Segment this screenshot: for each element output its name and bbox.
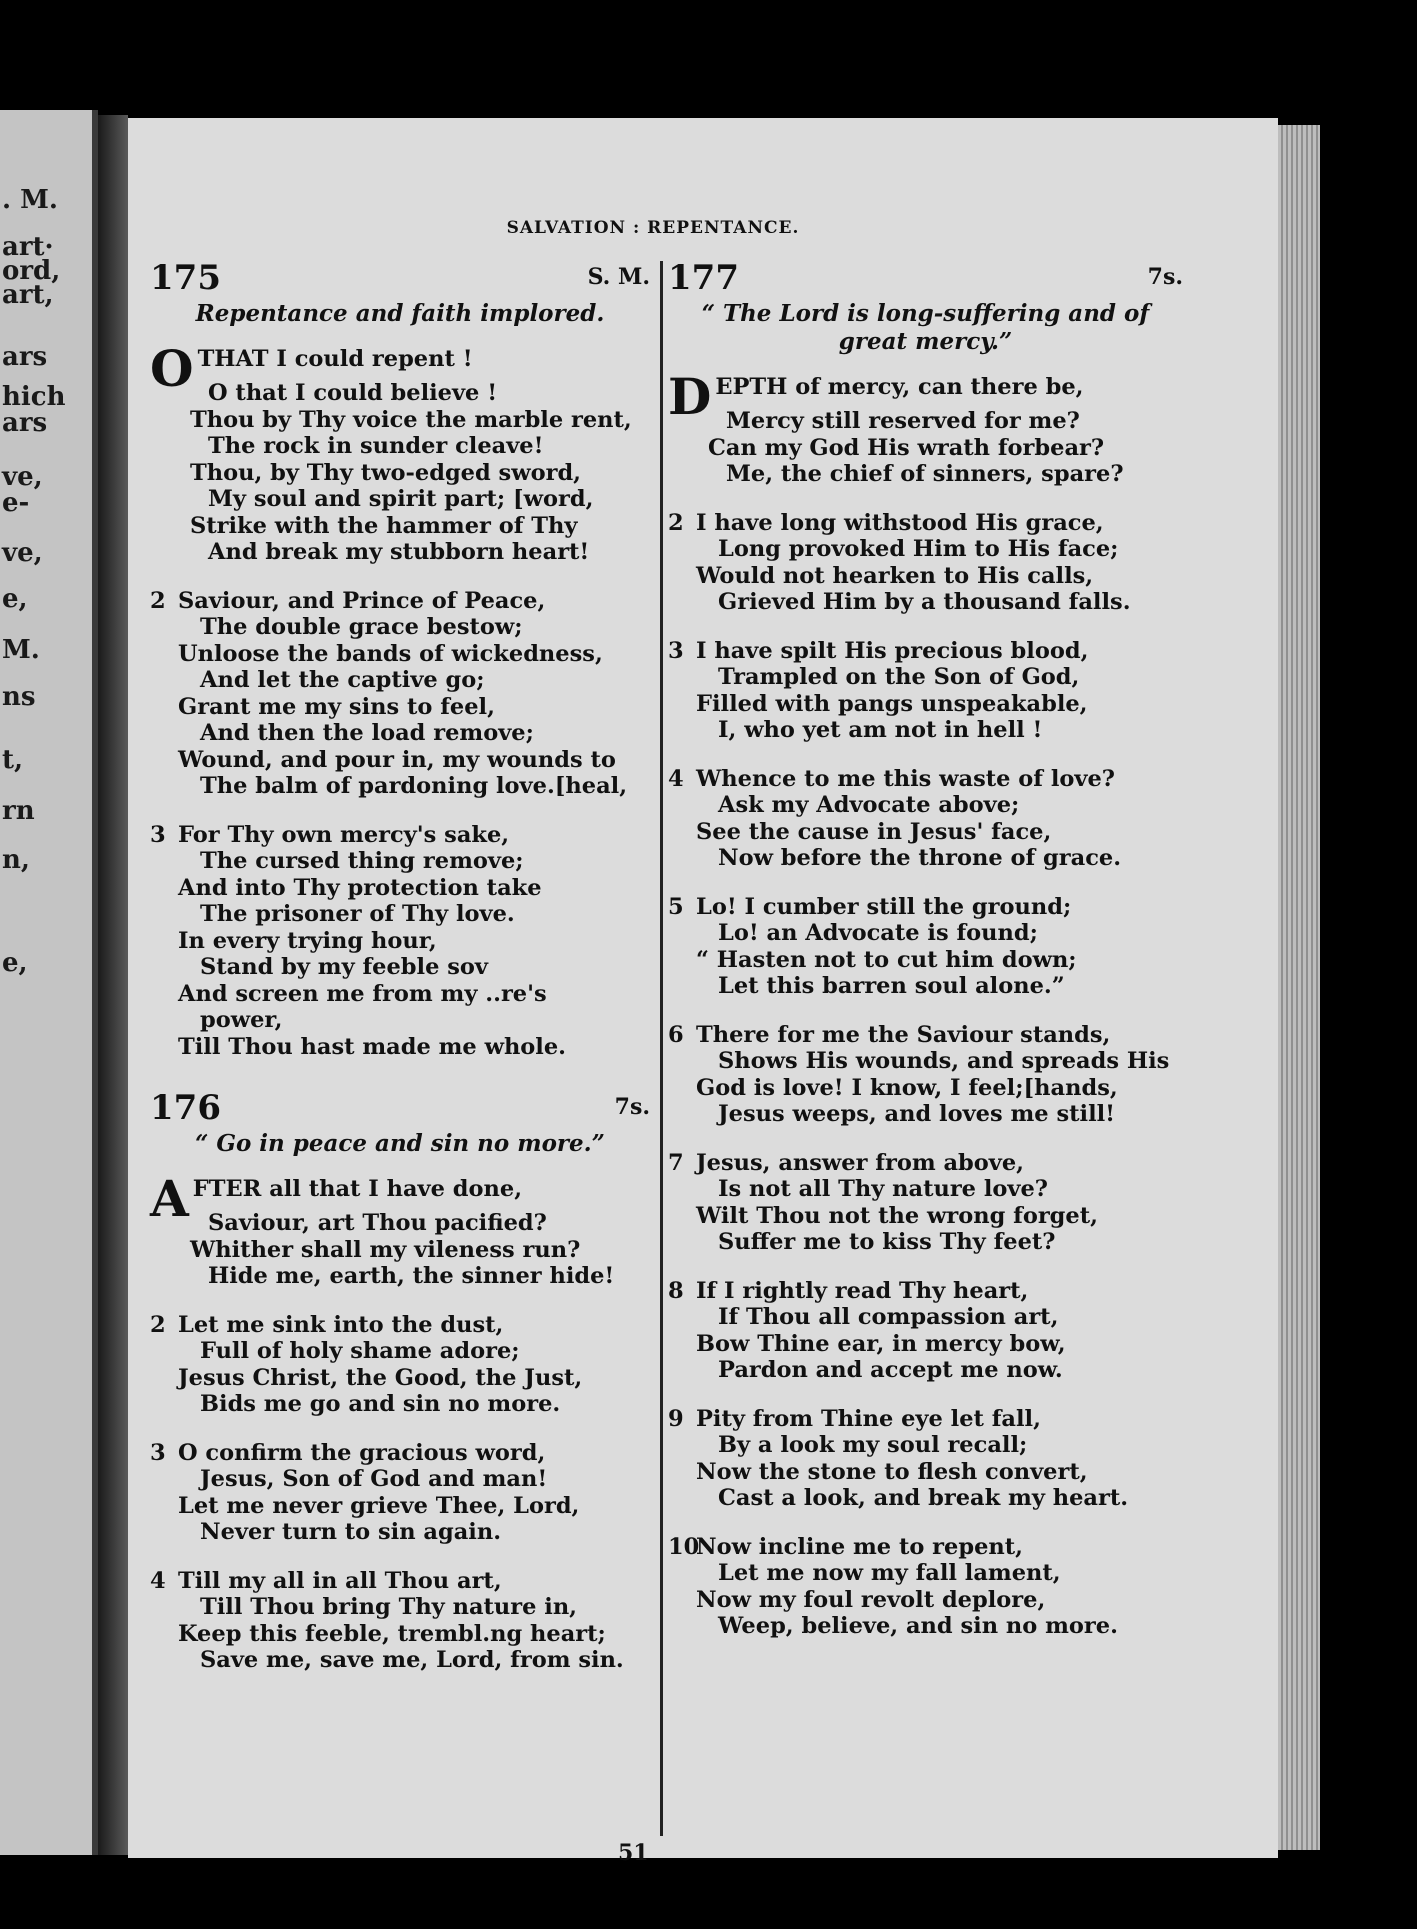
verse-line (668, 1613, 1183, 1640)
hymn-title: “ The Lord is long-suffering and of great mercy.” (701, 300, 1150, 355)
verse-line (668, 1406, 1183, 1433)
drop-cap-letter: A (150, 1169, 189, 1228)
verse (668, 1278, 1183, 1384)
verse-line (150, 641, 650, 668)
hymn-meter: S. M. (587, 264, 650, 290)
verse-line (668, 563, 1183, 590)
verse-line (150, 875, 650, 902)
hymn-meter: 7s. (614, 1094, 650, 1120)
verse-line-text: And screen me from my ..re's (178, 980, 547, 1007)
verse-number: 8 (668, 1277, 684, 1304)
verse-line-text: In every trying hour, (178, 927, 437, 954)
verse-line-text: Whither shall my vileness run? (190, 1236, 581, 1263)
verse-line-text: Lo! an Advocate is found; (718, 920, 1038, 946)
verse-line (668, 766, 1183, 793)
facing-page-fragment: e, (2, 584, 28, 614)
verse-line-text: O that I could believe ! (208, 380, 498, 406)
verse-line-text: Unloose the bands of wickedness, (178, 640, 603, 667)
hymn-meter: 7s. (1147, 264, 1183, 290)
page-number: 51 (618, 1840, 649, 1866)
verse-line (150, 1007, 650, 1034)
verse-line (150, 1210, 650, 1237)
verse-line (150, 694, 650, 721)
column-divider (660, 261, 663, 1836)
verse-line-text: I, who yet am not in hell ! (718, 717, 1043, 743)
verse-line-text: The balm of pardoning love.[heal, (200, 773, 628, 799)
facing-page-fragment: ord, (2, 256, 61, 286)
verse-line (668, 1176, 1183, 1203)
verse-number: 3 (150, 1439, 166, 1466)
verse (150, 338, 650, 566)
verse-line-text: The prisoner of Thy love. (200, 901, 515, 927)
verse-line (150, 928, 650, 955)
verse-line-text: Trampled on the Son of God, (718, 664, 1080, 690)
verse-line-text: Jesus, Son of God and man! (200, 1466, 548, 1492)
verse-number: 3 (668, 637, 684, 664)
verse-line-text: Whence to me this waste of love? (696, 765, 1115, 792)
verse-line-text: Till Thou bring Thy nature in, (200, 1594, 578, 1620)
verse-line (668, 1048, 1183, 1075)
verse-line (150, 667, 650, 694)
verse-line (668, 1357, 1183, 1384)
verse-line-text: Saviour, and Prince of Peace, (178, 587, 546, 614)
verse-line (150, 773, 650, 800)
verse-line (150, 822, 650, 849)
verse-line-text: And let the captive go; (200, 667, 485, 693)
verse-line (668, 717, 1183, 744)
facing-page-fragment: ns (2, 682, 36, 712)
verse-line-text: For Thy own mercy's sake, (178, 821, 510, 848)
verse-line-text: Bids me go and sin no more. (200, 1391, 561, 1417)
hymn (150, 258, 650, 1060)
verse-line (668, 1203, 1183, 1230)
verse-line-text: Let me sink into the dust, (178, 1311, 504, 1338)
verse-line-text: Pardon and accept me now. (718, 1357, 1063, 1383)
verse-line (668, 1022, 1183, 1049)
verse-line-text: Keep this feeble, trembl.ng heart; (178, 1620, 606, 1647)
verse-line-text: Save me, save me, Lord, from sin. (200, 1647, 624, 1673)
verse (668, 1022, 1183, 1128)
verse-line (150, 1034, 650, 1061)
verse-line-text: Jesus weeps, and loves me still! (718, 1101, 1116, 1127)
verse-line (668, 1459, 1183, 1486)
hymn-number: 176 (150, 1088, 221, 1128)
verse-line-text: And then the load remove; (200, 720, 534, 746)
verse (668, 1534, 1183, 1640)
verse-line-text: There for me the Saviour stands, (696, 1021, 1111, 1048)
hymn-header (668, 258, 1183, 298)
verse-number: 3 (150, 821, 166, 848)
verse-line (668, 461, 1183, 488)
verse (668, 894, 1183, 1000)
verse-line-text: Grant me my sins to feel, (178, 693, 495, 720)
verse-line-text: Lo! I cumber still the ground; (696, 893, 1072, 920)
facing-page-fragment: art· (2, 232, 54, 262)
verse-line (668, 1331, 1183, 1358)
verse-line (150, 1519, 650, 1546)
facing-page-fragment: e- (2, 488, 30, 518)
verse-line (150, 407, 650, 434)
verse-line-text: If I rightly read Thy heart, (696, 1277, 1029, 1304)
verse-line-text: Jesus Christ, the Good, the Just, (178, 1364, 583, 1391)
verse-number: 5 (668, 893, 684, 920)
verse-line-text: Me, the chief of sinners, spare? (726, 461, 1124, 487)
verse-line-text: Bow Thine ear, in mercy bow, (696, 1330, 1066, 1357)
verse-line (150, 1365, 650, 1392)
verse-line (668, 1432, 1183, 1459)
verse-line (668, 435, 1183, 462)
verse-line (150, 588, 650, 615)
verse-line-text: Let me never grieve Thee, Lord, (178, 1492, 580, 1519)
verse-line (668, 947, 1183, 974)
verse (150, 588, 650, 800)
facing-page-edge (0, 110, 98, 1855)
verse-line-text: I have long withstood His grace, (696, 509, 1104, 536)
verse-line (150, 1466, 650, 1493)
verse-line-text: And break my stubborn heart! (208, 539, 590, 565)
verse-number: 4 (668, 765, 684, 792)
verse-line-text: Now my foul revolt deplore, (696, 1586, 1046, 1613)
verse-line (668, 589, 1183, 616)
verse-line (668, 845, 1183, 872)
verse-line-text: Never turn to sin again. (200, 1519, 502, 1545)
verse-line-text: Weep, believe, and sin no more. (718, 1613, 1118, 1639)
verse-line (668, 920, 1183, 947)
verse-line (150, 1312, 650, 1339)
drop-cap-letter: O (150, 339, 194, 398)
verse-line-text: I have spilt His precious blood, (696, 637, 1089, 664)
facing-page-fragment: t, (2, 745, 24, 775)
verse-line (150, 747, 650, 774)
verse (668, 1150, 1183, 1256)
facing-page-fragment: art, (2, 280, 54, 310)
verse-line-text: Pity from Thine eye let fall, (696, 1405, 1041, 1432)
drop-cap-letter: D (668, 367, 712, 426)
verse-line-text: And into Thy protection take (178, 874, 542, 901)
verse-line-text: Now incline me to repent, (696, 1533, 1023, 1560)
verse-number: 4 (150, 1567, 166, 1594)
verse-line (150, 1440, 650, 1467)
verse-line-text: Till my all in all Thou art, (178, 1567, 502, 1594)
verse (668, 366, 1183, 488)
verse (150, 1440, 650, 1546)
verse (150, 1312, 650, 1418)
running-head: SALVATION : REPENTANCE. (506, 218, 800, 238)
verse-line-text: Now the stone to flesh convert, (696, 1458, 1088, 1485)
verse-line (150, 848, 650, 875)
verse-line (150, 1594, 650, 1621)
verse-line (668, 1534, 1183, 1561)
facing-page-fragment: ve, (2, 538, 43, 568)
verse-line (668, 792, 1183, 819)
verse-line-text: Let this barren soul alone.” (718, 973, 1065, 999)
verse-line-text: Can my God His wrath forbear? (708, 434, 1105, 461)
verse-line (150, 1493, 650, 1520)
verse-line-text: God is love! I know, I feel;[hands, (696, 1074, 1118, 1101)
verse-line-text: EPTH of mercy, can there be, (715, 374, 1084, 400)
page-stack-edge (1278, 125, 1320, 1850)
verse-line (668, 638, 1183, 665)
verse-line-text: Now before the throne of grace. (718, 845, 1122, 871)
hymnal-page (128, 118, 1278, 1866)
verse-line (668, 819, 1183, 846)
verse-line-text: Mercy still reserved for me? (726, 408, 1080, 434)
verse-line-text: Let me now my fall lament, (718, 1560, 1061, 1586)
book-gutter (98, 115, 128, 1855)
verse (668, 510, 1183, 616)
hymn-number: 177 (668, 258, 739, 298)
verse-number: 7 (668, 1149, 684, 1176)
verse-line (150, 1568, 650, 1595)
verse (668, 1406, 1183, 1512)
verse-line (150, 1391, 650, 1418)
verse-line-text: Full of holy shame adore; (200, 1338, 520, 1364)
verse-line-text: If Thou all compassion art, (718, 1304, 1059, 1330)
verse-line (668, 1587, 1183, 1614)
verse-line-text: Suffer me to kiss Thy feet? (718, 1229, 1056, 1255)
verse-number: 2 (150, 1311, 166, 1338)
verse-line (668, 664, 1183, 691)
verse-line (150, 954, 650, 981)
hymn-header (150, 1088, 650, 1128)
verse-line-text: Grieved Him by a thousand falls. (718, 589, 1131, 615)
verse-number: 2 (668, 509, 684, 536)
verse (150, 822, 650, 1061)
verse-line (668, 1101, 1183, 1128)
verse-line (668, 1304, 1183, 1331)
verse-line-text: Stand by my feeble sov (200, 954, 488, 980)
verse-line (150, 539, 650, 566)
verse-line (150, 1338, 650, 1365)
verse (150, 1168, 650, 1290)
facing-page-fragment: ars (2, 408, 48, 438)
hymn-header (150, 258, 650, 298)
verse-line-text: Jesus, answer from above, (696, 1149, 1025, 1176)
verse-line-text: Thou by Thy voice the marble rent, (190, 406, 632, 433)
verse-line-text: THAT I could repent ! (197, 346, 473, 372)
left-column (150, 258, 650, 1696)
verse-line-text: The cursed thing remove; (200, 848, 524, 874)
verse-line (668, 408, 1183, 435)
verse-number: 10 (668, 1533, 700, 1560)
verse-line (668, 973, 1183, 1000)
verse-line (150, 720, 650, 747)
verse-line (668, 894, 1183, 921)
verse-line (150, 486, 650, 513)
verse-line (150, 513, 650, 540)
verse-line-text: Cast a look, and break my heart. (718, 1485, 1129, 1511)
verse-line-text: The rock in sunder cleave! (208, 433, 544, 459)
verse-line-text: Saviour, art Thou pacified? (208, 1210, 547, 1236)
verse-line (668, 1485, 1183, 1512)
verse-line (668, 536, 1183, 563)
verse-line-text: Thou, by Thy two-edged sword, (190, 459, 582, 486)
hymn (150, 1088, 650, 1674)
verse-line (150, 901, 650, 928)
verse-line (150, 380, 650, 407)
verse-line-text: Hide me, earth, the sinner hide! (208, 1263, 615, 1289)
verse-line-text: Strike with the hammer of Thy (190, 512, 578, 539)
verse-line (668, 1560, 1183, 1587)
verse-line-text: Shows His wounds, and spreads His (718, 1048, 1170, 1074)
verse (150, 1568, 650, 1674)
verse-line (150, 1237, 650, 1264)
verse-line (668, 691, 1183, 718)
verse-number: 6 (668, 1021, 684, 1048)
facing-page-fragment: ve, (2, 462, 43, 492)
verse-line-text: Filled with pangs unspeakable, (696, 690, 1088, 717)
verse-line (668, 510, 1183, 537)
verse (668, 766, 1183, 872)
verse-line-text: Long provoked Him to His face; (718, 536, 1119, 562)
verse (668, 638, 1183, 744)
right-column (668, 258, 1183, 1662)
verse-number: 2 (150, 587, 166, 614)
verse-line (150, 1621, 650, 1648)
verse-line (150, 460, 650, 487)
verse-line-text: FTER all that I have done, (192, 1176, 523, 1202)
hymn (668, 258, 1183, 1640)
verse-line (150, 433, 650, 460)
verse-number: 9 (668, 1405, 684, 1432)
verse-line-text: Wound, and pour in, my wounds to (178, 746, 616, 773)
verse-line-text: Wilt Thou not the wrong forget, (696, 1202, 1098, 1229)
facing-page-fragment: ars (2, 342, 48, 372)
facing-page-fragment: rn (2, 796, 35, 826)
verse-line-text: O confirm the gracious word, (178, 1439, 546, 1466)
hymn-title: “ Go in peace and sin no more.” (195, 1130, 605, 1157)
verse-line-text: The double grace bestow; (200, 614, 523, 640)
verse-line (150, 1647, 650, 1674)
verse-line (150, 1263, 650, 1290)
facing-page-fragment: . M. (2, 185, 58, 215)
verse-line (150, 614, 650, 641)
verse-line (668, 1278, 1183, 1305)
verse-line-text: power, (200, 1007, 283, 1033)
verse-line (668, 1150, 1183, 1177)
verse-line-text: See the cause in Jesus' face, (696, 818, 1052, 845)
verse-line-text: My soul and spirit part; [word, (208, 486, 594, 512)
facing-page-fragment: e, (2, 948, 28, 978)
verse-line-text: Till Thou hast made me whole. (178, 1033, 567, 1060)
verse-line-text: “ Hasten not to cut him down; (696, 946, 1077, 973)
verse-line-text: Ask my Advocate above; (718, 792, 1020, 818)
verse-line-text: Would not hearken to His calls, (696, 562, 1094, 589)
verse-line-text: By a look my soul recall; (718, 1432, 1028, 1458)
facing-page-fragment: n, (2, 845, 30, 875)
hymn-title: Repentance and faith implored. (195, 300, 605, 327)
facing-page-fragment: hich (2, 382, 66, 412)
hymn-number: 175 (150, 258, 221, 298)
verse-line-text: Is not all Thy nature love? (718, 1176, 1048, 1202)
verse-line (668, 1075, 1183, 1102)
facing-page-fragment: M. (2, 635, 40, 665)
verse-line (668, 1229, 1183, 1256)
verse-line (150, 981, 650, 1008)
